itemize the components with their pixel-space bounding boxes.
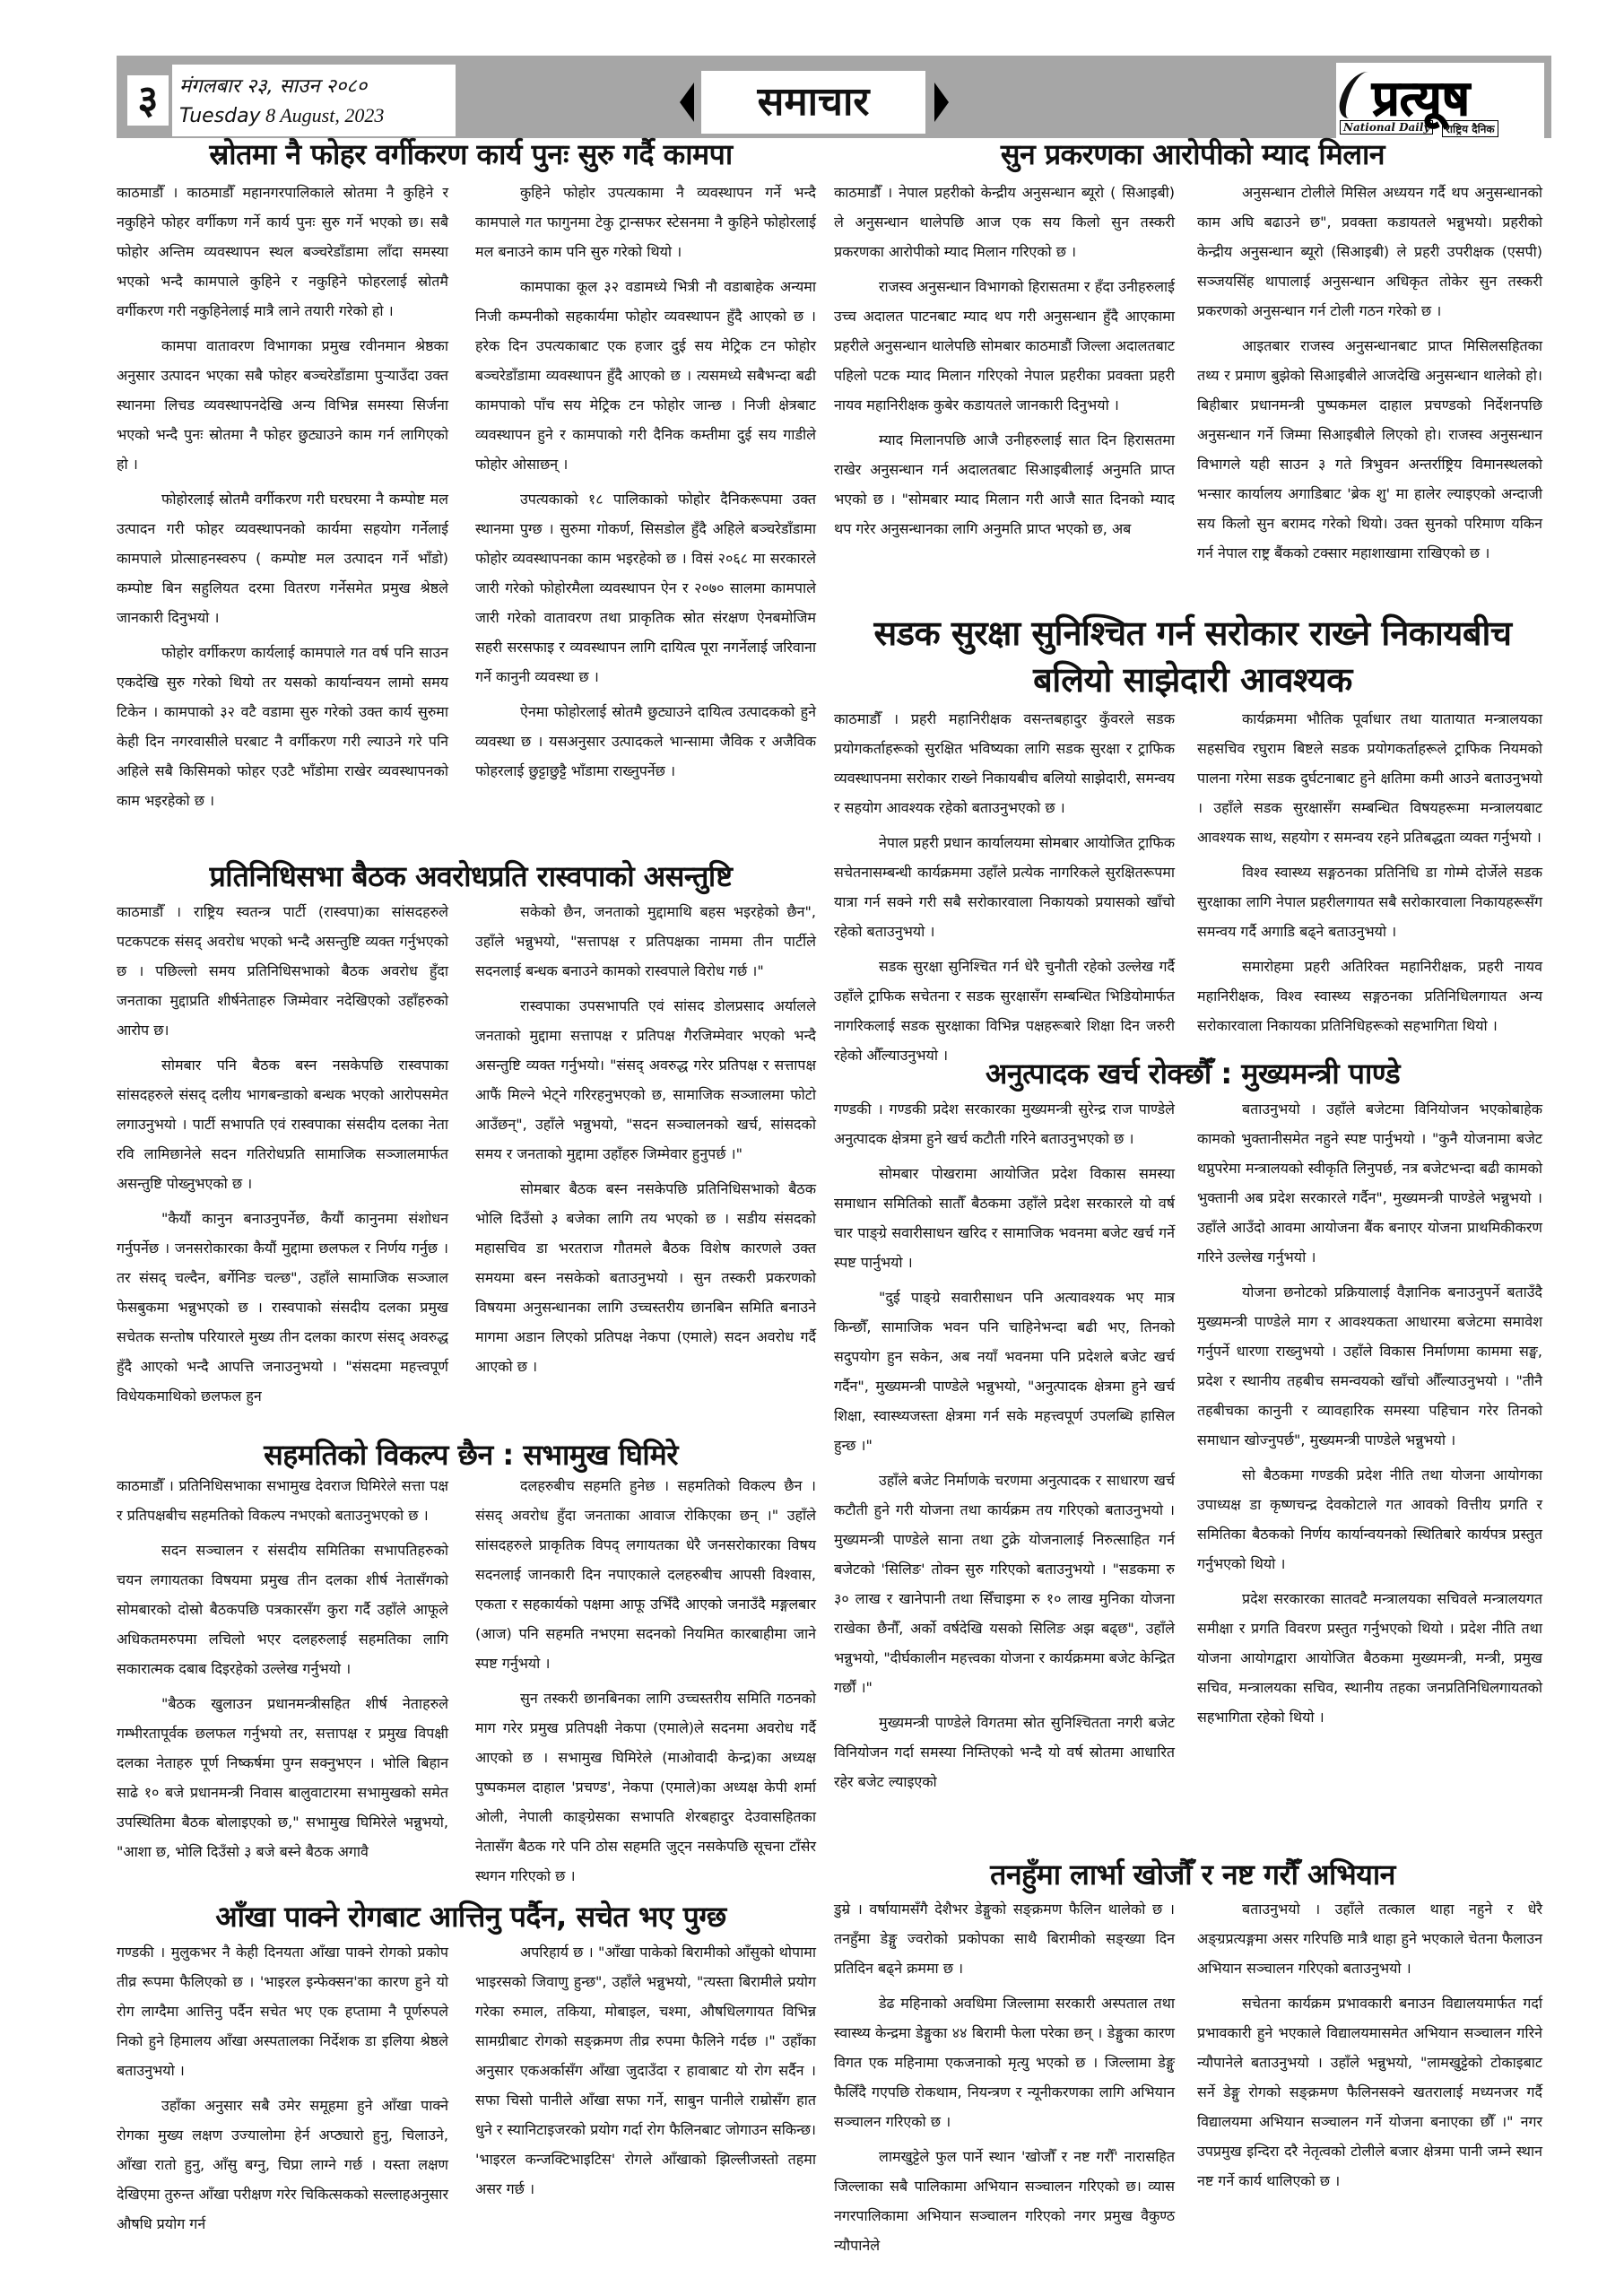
- article-paragraph: बताउनुभयो । उहाँले बजेटमा विनियोजन भएकोबाहेक कामको भुक्तानीसमेत नहुने स्पष्ट पार्नुभयो । "कुनै योजनामा बजेट थप्नुपरेमा मन्त्रालयको स्वीकृति लिनुपर्छ, नत्र बजेटभन्दा बढी कामको भुक्तानी अब प्रदेश सरकारले गर्दैन", मुख्यमन्त्री पाण्डेले भन्नुभयो । उहाँले आउँदो आवमा आयोजना बैंक बनाएर योजना प्राथमिकीकरण गरिने उल्लेख गर्नुभयो ।: [1197, 1100, 1542, 1265]
- logo-name: प्रत्यूष: [1372, 70, 1470, 126]
- article-paragraph: गण्डकी । मुलुकभर नै केही दिनयता आँखा पाक्ने रोगको प्रकोप तीव्र रूपमा फैलिएको छ । 'भाइरल इन्फेक्सन'का कारण हुने यो रोग लाग्दैमा आत्तिनु पर्दैन सचेत भए एक हप्तामा नै पूर्णरुपले निको हुने हिमालय आँखा अस्पतालका निर्देशक डा इलिया श्रेष्ठले बताउनुभयो ।: [117, 1944, 448, 2079]
- section-title: समाचार: [701, 71, 925, 134]
- article-headline: सहमतिको विकल्प छैन : सभामुख घिमिरे: [264, 1438, 678, 1472]
- article-paragraph: सदन सञ्चालन र संसदीय समितिका सभापतिहरुको चयन लगायतका विषयमा प्रमुख तीन दलका शीर्ष नेतासँगको सोमबारको दोस्रो बैठकपछि पत्रकारसँग कुरा गर्दै उहाँले आफूले अधिकतमरुपमा लचिलो भएर दलहरुलाई सहमतिका लागि सकारात्मक दबाब दिइरहेको उल्लेख गर्नुभयो ।: [117, 1542, 448, 1677]
- article-column: [834, 178, 1175, 644]
- article-column: [834, 704, 1175, 1064]
- newspaper-logo: [1336, 63, 1544, 138]
- logo-tag-english: National Daily: [1340, 120, 1433, 135]
- article-paragraph: आइतबार राजस्व अनुसन्धानबाट प्राप्त मिसिलसहितका तथ्य र प्रमाण बुझेको सिआइबीले आजदेखि अनुसन्धान थालेको हो। बिहीबार प्रधानमन्त्री पुष्पकमल दाहाल प्रचण्डको निर्देशनपछि अनुसन्धान गर्ने जिम्मा सिआइबीले लिएको हो। राजस्व अनुसन्धान विभागले यही साउन ३ गते त्रिभुवन अन्तर्राष्ट्रिय विमानस्थलको भन्सार कार्यालय अगाडिबाट 'ब्रेक शु' मा हालेर ल्याइएको अन्दाजी सय किलो सुन बरामद गरेको थियो। उक्त सुनको परिमाण यकिन गर्न नेपाल राष्ट्र बैंकको टक्सार महाशाखामा राखिएको छ ।: [1197, 337, 1542, 561]
- article-paragraph: योजना छनोटको प्रक्रियालाई वैज्ञानिक बनाउनुपर्ने बताउँदै मुख्यमन्त्री पाण्डेले माग र आवश्यकता आधारमा बजेटमा समावेश गर्नुपर्ने धारणा राख्नुभयो । उहाँले विकास निर्माणमा काममा सङ्घ, प्रदेश र स्थानीय तहबीच समन्वयको खाँचो औँल्याउनुभयो । "तीनै तहबीचका कानुनी र व्यावहारिक समस्या पहिचान गरेर तिनको समाधान खोज्नुपर्छ", मुख्यमन्त्री पाण्डेले भन्नुभयो ।: [1197, 1283, 1542, 1448]
- article-paragraph: उपत्यकाको १८ पालिकाको फोहोर दैनिकरूपमा उक्त स्थानमा पुग्छ । सुरुमा गोकर्ण, सिसडोल हुँदै अहिले बञ्चरेडाँडामा फोहोर व्यवस्थापनका काम भइरहेको छ । विसं २०६८ मा सरकारले जारी गरेको फोहोरमैला व्यवस्थापन ऐन र २०७० सालमा कामपाले जारी गरेको वातावरण तथा प्राकृतिक स्रोत संरक्षण ऐनबमोजिम सहरी सरसफाइ र व्यवस्थापन लागि दायित्व पूरा नगर्नेलाई जरिवाना गर्ने कानुनी व्यवस्था छ ।: [475, 491, 816, 685]
- article-paragraph: कामपाका कूल ३२ वडामध्ये भित्री नौ वडाबाहेक अन्यमा निजी कम्पनीको सहकार्यमा फोहोर व्यवस्थापन हुँदै आएको छ । हरेक दिन उपत्यकाबाट एक हजार दुई सय मेट्रिक टन फोहोर बञ्चरेडाँडामा व्यवस्थापन हुँदै आएको छ । त्यसमध्ये सबैभन्दा बढी कामपाको पाँच सय मेट्रिक टन फोहोर जान्छ । निजी क्षेत्रबाट व्यवस्थापन हुने र कामपाको गरी दैनिक कम्तीमा दुई सय गाडीले फोहोर ओसाछन् ।: [475, 278, 816, 473]
- article-headline: सुन प्रकरणका आरोपीको म्याद मिलान: [1000, 137, 1385, 171]
- date-nepali: मंगलबार २३, साउन २०८०: [179, 75, 368, 98]
- article-paragraph: डुम्रे । वर्षायामसँगै देशैभर डेङ्गुको सङ्क्रमण फैलिन थालेको छ । तनहुँमा डेङ्गु ज्वरोको प्रकोपका साथै बिरामीको सङ्ख्या दिन प्रतिदिन बढ्ने क्रममा छ ।: [834, 1900, 1175, 1977]
- article-headline: आँखा पाक्ने रोगबाट आत्तिनु पर्दैन, सचेत भए पुग्छ: [215, 1900, 726, 1934]
- article-paragraph: काठमाडौँ । राष्ट्रिय स्वतन्त्र पार्टी (रास्वपा)का सांसदहरुले पटकपटक संसद् अवरोध भएको भन्दै असन्तुष्टि व्यक्त गर्नुभएको छ । पछिल्लो समय प्रतिनिधिसभाको बैठक अवरोध हुँदा जनताका मुद्दाप्रति शीर्षनेताहरु जिम्मेवार नदेखिएको उहाँहरुको आरोप छ।: [117, 903, 448, 1039]
- article-paragraph: मुख्यमन्त्री पाण्डेले विगतमा स्रोत सुनिश्चितता नगरी बजेट विनियोजन गर्दा समस्या निम्तिएको भन्दै यो वर्ष स्रोतमा आधारित रहेर बजेट ल्याइएको: [834, 1714, 1175, 1790]
- article-paragraph: अपरिहार्य छ । "आँखा पाकेको बिरामीको आँसुको थोपामा भाइरसको जिवाणु हुन्छ", उहाँले भन्नुभयो, "त्यस्ता बिरामीले प्रयोग गरेका रुमाल, तकिया, मोबाइल, चश्मा, औषधिलगायत विभिन्न सामग्रीबाट रोगको सङ्क्रमण तीव्र रुपमा फैलिने गर्दछ ।" उहाँका अनुसार एकअर्कासँग आँखा जुदाउँदा र हावाबाट यो रोग सर्दैन । सफा चिसो पानीले आँखा सफा गर्ने, साबुन पानीले राम्रोसँग हात धुने र स्यानिटाइजरको प्रयोग गर्दा रोग फैलिनबाट जोगाउन सकिन्छ। 'भाइरल कन्जक्टिभाइटिस' रोगले आँखाको झिल्लीजस्तो तहमा असर गर्छ ।: [475, 1944, 816, 2197]
- article-paragraph: काठमाडौँ । प्रहरी महानिरीक्षक वसन्तबहादुर कुँवरले सडक प्रयोगकर्ताहरूको सुरक्षित भविष्यका लागि सडक सुरक्षा र ट्राफिक व्यवस्थापनमा सरोकार राख्ने निकायबीच बलियो साझेदारी, समन्वय र सहयोग आवश्यक रहेको बताउनुभएको छ ।: [834, 710, 1175, 816]
- article-column: [475, 897, 816, 1435]
- article-paragraph: सकेको छैन, जनताको मुद्दामाथि बहस भइरहेको छैन", उहाँले भन्नुभयो, "सत्तापक्ष र प्रतिपक्षका नाममा तीन पार्टीले सदनलाई बन्धक बनाउने कामको रास्वपाले विरोध गर्छ ।": [475, 903, 816, 979]
- article-paragraph: उहाँका अनुसार सबै उमेर समूहमा हुने आँखा पाक्ने रोगका मुख्य लक्षण उज्यालोमा हेर्न अप्ठ्यारो हुनु, चिलाउने, आँखा रातो हुनु, आँसु बग्नु, चिप्रा लाग्ने गर्छ । यस्ता लक्षण देखिएमा तुरुन्त आँखा परीक्षण गरेर चिकित्सकको सल्लाहअनुसार औषधि प्रयोग गर्न: [117, 2097, 448, 2232]
- article-paragraph: उहाँले बजेट निर्माणके चरणमा अनुत्पादक र साधारण खर्च कटौती हुने गरी योजना तथा कार्यक्रम तय गरिएको बताउनुभयो । मुख्यमन्त्री पाण्डेले साना तथा टुक्रे योजनालाई निरुत्साहित गर्न बजेटको 'सिलिङ' तोक्न सुरु गरिएको बताउनुभयो । "सडकमा रु ३० लाख र खानेपानी तथा सिँचाइमा रु १० लाख मुनिका योजना राखेका छैनौँ, अर्को वर्षदेखि यसको सिलिङ अझ बढ्छ", उहाँले भन्नुभयो, "दीर्घकालीन महत्त्वका योजना र कार्यक्रममा बजेट केन्द्रित गर्छौं ।": [834, 1472, 1175, 1696]
- article-column: [834, 1894, 1175, 2289]
- day-english: Tuesday: [179, 105, 261, 127]
- article-paragraph: अनुसन्धान टोलीले मिसिल अध्ययन गर्दै थप अनुसन्धानको काम अघि बढाउने छ", प्रवक्ता कडायतले भन्नुभयो। प्रहरीको केन्द्रीय अनुसन्धान ब्यूरो (सिआइबी) ले प्रहरी उपरीक्षक (एसपी) सञ्जयसिंह थापालाई अनुसन्धान अधिकृत तोकेर सुन तस्करी प्रकरणको अनुसन्धान गर्न टोली गठन गरेको छ ।: [1197, 184, 1542, 319]
- article-paragraph: म्याद मिलानपछि आजै उनीहरुलाई सात दिन हिरासतमा राखेर अनुसन्धान गर्न अदालतबाट सिआइबीलाई अनुमति प्राप्त भएको छ । "सोमबार म्याद मिलान गरी आजै सात दिनको म्याद थप गरेर अनुसन्धानका लागि अनुमति प्राप्त भएको छ, अब: [834, 431, 1175, 537]
- arrow-left-icon: [680, 83, 694, 122]
- article-paragraph: "दुई पाङ्ग्रे सवारीसाधन पनि अत्यावश्यक भए मात्र किन्छौँ, सामाजिक भवन पनि चाहिनेभन्दा बढी भए, तिनको सदुपयोग हुन सकेन, अब नयाँ भवनमा पनि प्रदेशले बजेट खर्च गर्दैन", मुख्यमन्त्री पाण्डेले भन्नुभयो, "अनुत्पादक क्षेत्रमा हुने खर्च शिक्षा, स्वास्थ्यजस्ता क्षेत्रमा गर्न सके महत्त्वपूर्ण उपलब्धि हासिल हुन्छ ।": [834, 1289, 1175, 1454]
- article-paragraph: सोमबार पनि बैठक बस्न नसकेपछि रास्वपाका सांसदहरुले संसद् दलीय भागबन्डाको बन्धक भएको आरोपसमेत लगाउनुभयो । पार्टी सभापति एवं रास्वपाका संसदीय दलका नेता रवि लामिछानेले सदन गतिरोधप्रति सामाजिक सञ्जालमार्फत असन्तुष्टि पोख्नुभएको छ ।: [117, 1057, 448, 1192]
- article-headline: स्रोतमा नै फोहर वर्गीकरण कार्य पुनः सुरु गर्दै कामपा: [209, 137, 733, 171]
- article-column: [475, 1937, 816, 2296]
- article-paragraph: सुन तस्करी छानबिनका लागि उच्चस्तरीय समिति गठनको माग गरेर प्रमुख प्रतिपक्षी नेकपा (एमाले)ले सदनमा अवरोध गर्दै आएको छ । सभामुख घिमिरेले (माओवादी केन्द्र)का अध्यक्ष पुष्पकमल दाहाल 'प्रचण्ड', नेकपा (एमाले)का अध्यक्ष केपी शर्मा ओली, नेपाली काङ्ग्रेसका सभापति शेरबहादुर देउवासहितका नेतासँग बैठक गरे पनि ठोस सहमति जुट्न नसकेपछि सूचना टाँसेर स्थगन गरिएको छ ।: [475, 1690, 816, 1884]
- article-paragraph: "बैठक खुलाउन प्रधानमन्त्रीसहित शीर्ष नेताहरुले गम्भीरतापूर्वक छलफल गर्नुभयो तर, सत्तापक्ष र प्रमुख विपक्षी दलका नेताहरु पूर्ण निष्कर्षमा पुग्न सक्नुभएन । भोलि बिहान साढे १० बजे प्रधानमन्त्री निवास बालुवाटारमा सभामुखको समेत उपस्थितिमा बैठक बोलाइएको छ," सभामुख घिमिरेले भन्नुभयो, "आशा छ, भोलि दिउँसो ३ बजे बस्ने बैठक अगावै: [117, 1695, 448, 1860]
- article-paragraph: सडक सुरक्षा सुनिश्चित गर्न धेरै चुनौती रहेको उल्लेख गर्दै उहाँले ट्राफिक सचेतना र सडक सुरक्षासँग सम्बन्धित भिडियोमार्फत नागरिकलाई सडक सुरक्षाका विभिन्न पक्षहरूबारे शिक्षा दिन जरुरी रहेको औँल्याउनुभयो ।: [834, 958, 1175, 1064]
- date-english: [179, 104, 384, 127]
- article-paragraph: राजस्व अनुसन्धान विभागको हिरासतमा र हँदा उनीहरुलाई उच्च अदालत पाटनबाट म्याद थप गरी अनुसन्धान हुँदै आएकामा प्रहरीले अनुसन्धान थालेपछि सोमबार काठमाडौं जिल्ला अदालतबाट पहिलो पटक म्याद मिलान गरिएको नेपाल प्रहरीका प्रवक्ता प्रहरी नायव महानिरीक्षक कुबेर कडायतले जानकारी दिनुभयो ।: [834, 278, 1175, 413]
- article-paragraph: सचेतना कार्यक्रम प्रभावकारी बनाउन विद्यालयमार्फत गर्दा प्रभावकारी हुने भएकाले विद्यालयमासमेत अभियान सञ्चालन गरिने न्यौपानेले बताउनुभयो । उहाँले भन्नुभयो, "लामखुट्टेको टोकाइबाट सर्ने डेङ्गु रोगको सङ्क्रमण फैलिनसक्ने खतरालाई मध्यनजर गर्दै विद्यालयमा अभियान सञ्चालन गर्ने योजना बनाएका छौँ ।" नगर उपप्रमुख इन्दिरा दरै नेतृत्वको टोलीले बजार क्षेत्रमा पानी जम्ने स्थान नष्ट गर्ने कार्य थालिएको छ ।: [1197, 1995, 1542, 2189]
- article-paragraph: सोमबार बैठक बस्न नसकेपछि प्रतिनिधिसभाको बैठक भोलि दिउँसो ३ बजेका लागि तय भएको छ । सडीय संसदको महासचिव डा भरतराज गौतमले बैठक विशेष कारणले उक्त समयमा बस्न नसकेको बताउनुभयो । सुन तस्करी प्रकरणको विषयमा अनुसन्धानका लागि उच्चस्तरीय छानबिन समिति बनाउने मागमा अडान लिएको प्रतिपक्ष नेकपा (एमाले) सदन अवरोध गर्दै आएको छ ।: [475, 1180, 816, 1375]
- article-headline: सडक सुरक्षा सुनिश्चित गर्न सरोकार राख्ने निकायबीच बलियो साझेदारी आवश्यक: [873, 613, 1512, 700]
- article-paragraph: काठमाडौँ । नेपाल प्रहरीको केन्द्रीय अनुसन्धान ब्यूरो ( सिआइबी) ले अनुसन्धान थालेपछि आज एक सय किलो सुन तस्करी प्रकरणका आरोपीको म्याद मिलान गरिएको छ ।: [834, 184, 1175, 260]
- article-paragraph: कुहिने फोहोर उपत्यकामा नै व्यवस्थापन गर्ने भन्दै कामपाले गत फागुनमा टेकु ट्रान्सफर स्टेसनमा नै कुहिने फोहोरलाई मल बनाउने काम पनि सुरु गरेको थियो ।: [475, 184, 816, 260]
- article-column: [1197, 1094, 1542, 1767]
- article-paragraph: फोहोरलाई स्रोतमै वर्गीकरण गरी घरघरमा नै कम्पोष्ट मल उत्पादन गरी फोहर व्यवस्थापनको कार्यमा सहयोग गर्नेलाई कामपाले प्रोत्साहनस्वरुप ( कम्पोष्ट मल उत्पादन गर्ने भाँडो) कम्पोष्ट बिन सहुलियत दरमा वितरण गर्नेसमेत प्रमुख श्रेष्ठले जानकारी दिनुभयो ।: [117, 491, 448, 626]
- arrow-right-icon: [934, 83, 949, 122]
- article-column: [475, 178, 816, 779]
- article-paragraph: रास्वपाका उपसभापति एवं सांसद डोलप्रसाद अर्यालले जनताको मुद्दामा सत्तापक्ष र प्रतिपक्ष गैरजिम्मेवार भएको भन्दै असन्तुष्टि व्यक्त गर्नुभयो। "संसद् अवरुद्ध गरेर प्रतिपक्ष र सत्तापक्ष आफैं मिल्ने भेट्ने गरिरहनुभएको छ, सामाजिक सञ्जालमा फोटो आउँछन्", उहाँले भन्नुभयो, "सदन सञ्चालनको खर्च, सांसदको समय र जनताको मुद्दामा उहाँहरु जिम्मेवार हुनुपर्छ ।": [475, 997, 816, 1162]
- article-column: [117, 178, 448, 809]
- article-paragraph: डेढ महिनाको अवधिमा जिल्लामा सरकारी अस्पताल तथा स्वास्थ्य केन्द्रमा डेङ्गुका ४४ बिरामी फेला परेका छन् । डेङ्गुका कारण विगत एक महिनामा एकजनाको मृत्यु भएको छ । जिल्लामा डेङ्गु फैलिँदै गएपछि रोकथाम, नियन्त्रण र न्यूनीकरणका लागि अभियान सञ्चालन गरिएको छ ।: [834, 1995, 1175, 2130]
- article-paragraph: ऐनमा फोहोरलाई स्रोतमै छुट्याउने दायित्व उत्पादकको हुने व्यवस्था छ । यसअनुसार उत्पादकले भान्सामा जैविक र अजैविक फोहरलाई छुट्टाछुट्टै भाँडामा राख्नुपर्नेछ ।: [475, 703, 816, 779]
- article-column: [1197, 1894, 1542, 2289]
- article-headline: प्रतिनिधिसभा बैठक अवरोधप्रति रास्वपाको असन्तुष्टि: [209, 859, 733, 893]
- article-column: [1197, 178, 1542, 644]
- article-headline: तनहुँमा लार्भा खोजौँ र नष्ट गरौँ अभियान: [990, 1857, 1395, 1892]
- logo-tag-nepali: राष्ट्रिय दैनिक: [1442, 120, 1498, 137]
- article-paragraph: सोमबार पोखरामा आयोजित प्रदेश विकास समस्या समाधान समितिको सातौँ बैठकमा उहाँले प्रदेश सरकारले यो वर्ष चार पाङ्ग्रे सवारीसाधन खरिद र सामाजिक भवनमा बजेट खर्च गर्ने स्पष्ट पार्नुभयो ।: [834, 1165, 1175, 1271]
- article-paragraph: लामखुट्टेले फुल पार्ने स्थान 'खोजौँ र नष्ट गरौँ' नारासहित जिल्लाका सबै पालिकामा अभियान सञ्चालन गरिएको छ। व्यास नगरपालिकामा अभियान सञ्चालन गरिएको नगर प्रमुख वैकुण्ठ न्यौपानेले: [834, 2148, 1175, 2254]
- article-headline: अनुत्पादक खर्च रोक्छौँ : मुख्यमन्त्री पाण्डे: [985, 1057, 1401, 1091]
- article-paragraph: कामपा वातावरण विभागका प्रमुख रवीनमान श्रेष्ठका अनुसार उत्पादन भएका सबै फोहर बञ्चरेडाँडामा पुर्‍याउँदा उक्त स्थानमा लिचड व्यवस्थापनदेखि अन्य विभिन्न समस्या सिर्जना भएको भन्दै पुनः स्रोतमा नै फोहर छुट्याउने काम गर्न लागिएको हो ।: [117, 337, 448, 473]
- article-column: [117, 1937, 448, 2296]
- date-english-text: 8 August, 2023: [265, 104, 385, 126]
- article-paragraph: गण्डकी । गण्डकी प्रदेश सरकारका मुख्यमन्त्री सुरेन्द्र राज पाण्डेले अनुत्पादक क्षेत्रमा हुने खर्च कटौती गरिने बताउनुभएको छ ।: [834, 1100, 1175, 1147]
- article-paragraph: नेपाल प्रहरी प्रधान कार्यालयमा सोमबार आयोजित ट्राफिक सचेतनासम्बन्धी कार्यक्रममा उहाँले प्रत्येक नागरिकले सुरक्षितरूपमा यात्रा गर्न सक्ने गरी सबै सरोकारवाला निकायको प्रयासको खाँचो रहेको बताउनुभयो ।: [834, 834, 1175, 940]
- article-paragraph: दलहरुबीच सहमति हुनेछ । सहमतिको विकल्प छैन । संसद् अवरोध हुँदा जनताका आवाज रोकिएका छन् ।" उहाँले सांसदहरुले प्राकृतिक विपद् लगायतका धेरै जनसरोकारका विषय सदनलाई जानकारी दिन नपाएकाले दलहरुबीच आपसी विश्वास, एकता र सहकार्यको पक्षमा आफू उभिँदै आएको जनाउँदै मङ्गलबार (आज) पनि सहमति नभएमा सदनको नियमित कारबाहीमा जाने स्पष्ट गर्नुभयो ।: [475, 1477, 816, 1672]
- article-paragraph: प्रदेश सरकारका सातवटै मन्त्रालयका सचिवले मन्त्रालयगत समीक्षा र प्रगति विवरण प्रस्तुत गर्नुभएको थियो । प्रदेश नीति तथा योजना आयोगद्वारा आयोजित बैठकमा मुख्यमन्त्री, मन्त्री, प्रमुख सचिव, मन्त्रालयका सचिव, स्थानीय तहका जनप्रतिनिधिलगायतको सहभागिता रहेको थियो ।: [1197, 1590, 1542, 1726]
- article-column: [1197, 704, 1542, 1036]
- article-column: [117, 897, 448, 1435]
- article-paragraph: काठमाडौँ । काठमाडौँ महानगरपालिकाले स्रोतमा नै कुहिने र नकुहिने फोहर वर्गीकण गर्ने कार्य पुनः सुरु गर्ने भएको छ। सबै फोहोर अन्तिम व्यवस्थापन स्थल बञ्चरेडाँडामा लाँदा समस्या भएको भन्दै कामपाले कुहिने र नकुहिने फोहरलाई स्रोतमै वर्गीकरण गरी नकुहिनेलाई मात्रै लाने तयारी गरेको हो ।: [117, 184, 448, 319]
- article-paragraph: सो बैठकमा गण्डकी प्रदेश नीति तथा योजना आयोगका उपाध्यक्ष डा कृष्णचन्द्र देवकोटाले गत आवको वित्तीय प्रगति र समितिका बैठकको निर्णय कार्यान्वयनको स्थितिबारे कार्यपत्र प्रस्तुत गर्नुभएको थियो ।: [1197, 1466, 1542, 1572]
- article-column: [475, 1471, 816, 1883]
- page-number: ३: [127, 75, 169, 126]
- article-paragraph: काठमाडौँ । प्रतिनिधिसभाका सभामुख देवराज घिमिरेले सत्ता पक्ष र प्रतिपक्षबीच सहमतिको विकल्प नभएको बताउनुभएको छ ।: [117, 1477, 448, 1524]
- article-column: [117, 1471, 448, 1883]
- article-paragraph: कार्यक्रममा भौतिक पूर्वाधार तथा यातायात मन्त्रालयका सहसचिव रघुराम बिष्टले सडक प्रयोगकर्ताहरूले ट्राफिक नियमको पालना गरेमा सडक दुर्घटनाबाट हुने क्षतिमा कमी आउने बताउनुभयो । उहाँले सडक सुरक्षासँग सम्बन्धित विषयहरूमा मन्त्रालयबाट आवश्यक साथ, सहयोग र समन्वय रहने प्रतिबद्धता व्यक्त गर्नुभयो ।: [1197, 710, 1542, 846]
- article-column: [834, 1094, 1175, 1790]
- article-paragraph: बताउनुभयो । उहाँले तत्काल थाहा नहुने र धेरै अङ्ग्रप्रत्यङ्गमा असर गरिपछि मात्रै थाहा हुने भएकाले चेतना फैलाउन अभियान सञ्चालन गरिएको बताउनुभयो ।: [1197, 1900, 1542, 1977]
- date-box: [172, 65, 456, 136]
- article-paragraph: समारोहमा प्रहरी अतिरिक्त महानिरीक्षक, प्रहरी नायव महानिरीक्षक, विश्व स्वास्थ्य सङ्गठनका प्रतिनिधिलगायत अन्य सरोकारवाला निकायका प्रतिनिधिहरूको सहभागिता थियो ।: [1197, 958, 1542, 1034]
- page-header: [117, 56, 1551, 138]
- article-paragraph: फोहोर वर्गीकरण कार्यलाई कामपाले गत वर्ष पनि साउन एकदेखि सुरु गरेको थियो तर यसको कार्यान्वयन लामो समय टिकेन । कामपाको ३२ वटै वडामा सुरु गरेको उक्त कार्य सुरुमा केही दिन नगरवासीले घरबाट नै वर्गीकरण गरी ल्याउने गरे पनि अहिले सबै किसिमको फोहर एउटै भाँडोमा राखेर व्यवस्थापनको काम भइरहेको छ ।: [117, 644, 448, 809]
- article-paragraph: "कैयौं कानुन बनाउनुपर्नेछ, कैयौं कानुनमा संशोधन गर्नुपर्नेछ । जनसरोकारका कैयौं मुद्दामा छलफल र निर्णय गर्नुछ । तर संसद् चल्दैन, बर्गेनिङ चल्छ", उहाँले सामाजिक सञ्जाल फेसबुकमा भन्नुभएको छ । रास्वपाको संसदीय दलका प्रमुख सचेतक सन्तोष परियारले मुख्य तीन दलका कारण संसद् अवरुद्ध हुँदै आएको भन्दै आपत्ति जनाउनुभयो । "संसदमा महत्त्वपूर्ण विधेयकमाथिको छलफल हुन: [117, 1210, 448, 1405]
- article-paragraph: विश्व स्वास्थ्य सङ्गठनका प्रतिनिधि डा गोम्मे दोर्जेले सडक सुरक्षाका लागि नेपाल प्रहरीलगायत सबै सरोकारवाला निकायहरूसँग समन्वय गर्दै अगाडि बढ्ने बताउनुभयो ।: [1197, 864, 1542, 940]
